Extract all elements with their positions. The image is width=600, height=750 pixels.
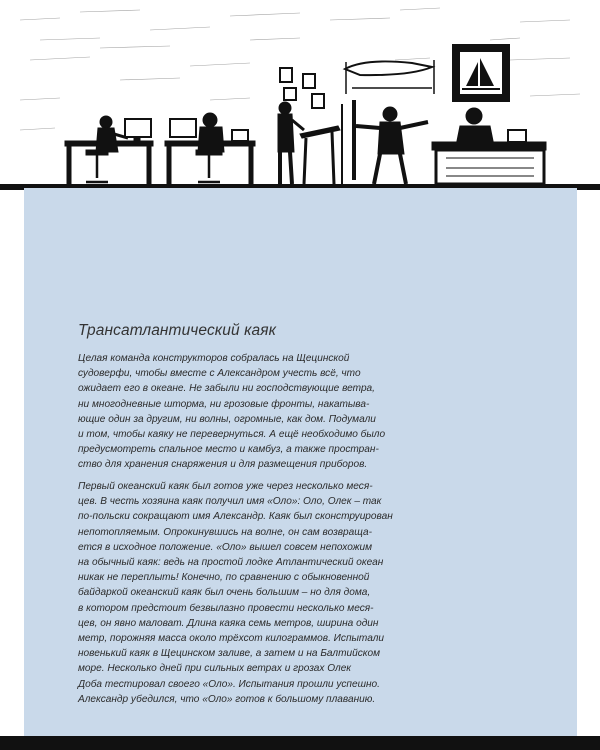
woodcut-illustration	[0, 0, 600, 190]
text-line: в котором предстоит безвылазно провести несколько меся-	[78, 602, 374, 614]
text-line: море. Несколько дней при сильных ветрах и грозах Олек	[78, 663, 352, 675]
text-line: Александр убедился, что «Оло» готов к большому плаванию.	[78, 693, 376, 705]
text-line: предусмотреть спальное место и камбуз, а также простран-	[78, 444, 379, 456]
article-title: Трансатлантический каяк	[78, 322, 277, 339]
text-line: Целая команда конструкторов собралась на Щецинской	[78, 353, 350, 364]
text-line: цев. В честь хозяина каяк получил имя «Оло»: Оло, Олек – так	[78, 496, 382, 508]
bottom-edge-bar	[0, 736, 600, 750]
desk-designer-2	[165, 113, 255, 184]
text-line: никак не переплыть! Конечно, по сравнению с обыкновенной	[78, 572, 370, 584]
text-line: судоверфи, чтобы вместе с Александром учесть всё, что	[78, 368, 361, 380]
text-line: непотопляемым. Опрокинувшись на волне, он сам возвраща-	[78, 526, 372, 538]
executive-desk	[432, 108, 546, 184]
text-line: и том, чтобы каяку не перевернуться. А ещё необходимо было	[78, 429, 386, 441]
text-line: Первый океанский каяк был готов уже через несколько меся-	[78, 481, 373, 492]
text-line: ется в исходное положение. «Оло» вышел совсем непохожим	[78, 541, 373, 553]
kayak-measurement	[342, 60, 434, 184]
paragraph-1	[78, 351, 386, 473]
drafting-table-designer	[278, 68, 340, 184]
text-line: по-польски сокращают имя Александр. Каяк был сконструирован	[78, 511, 393, 523]
text-line: цев, он явно маловат. Длина каяка семь метров, ширина один	[78, 617, 379, 629]
paragraph-2	[78, 479, 393, 707]
text-line: ни многодневные шторма, ни грозовые фронты, накатыва-	[78, 398, 370, 410]
text-line: Доба тестировал своего «Оло». Испытания прошли успешно.	[78, 678, 380, 690]
text-line: новенький каяк в Щецинском заливе, а затем и на Балтийском	[78, 648, 381, 660]
framed-sailboat-painting	[452, 44, 510, 102]
text-line: ство для хранения снаряжения и для размещения приборов.	[78, 459, 368, 471]
text-line: байдаркой океанский каяк был очень большим – но для дома,	[78, 587, 371, 599]
text-line: ющие один за другим, ни волны, огромные, как дом. Подумали	[78, 413, 376, 425]
text-line: ожидает его в океане. Не забыли ни господствующие ветра,	[78, 383, 375, 395]
desk-designer-1	[65, 116, 153, 184]
text-line: метр, порожняя масса около трёхсот килограммов. Испытали	[78, 633, 385, 645]
text-line: на обычный каяк: ведь на простой лодке Атлантический океан	[78, 557, 384, 569]
header-illustration	[0, 0, 600, 190]
